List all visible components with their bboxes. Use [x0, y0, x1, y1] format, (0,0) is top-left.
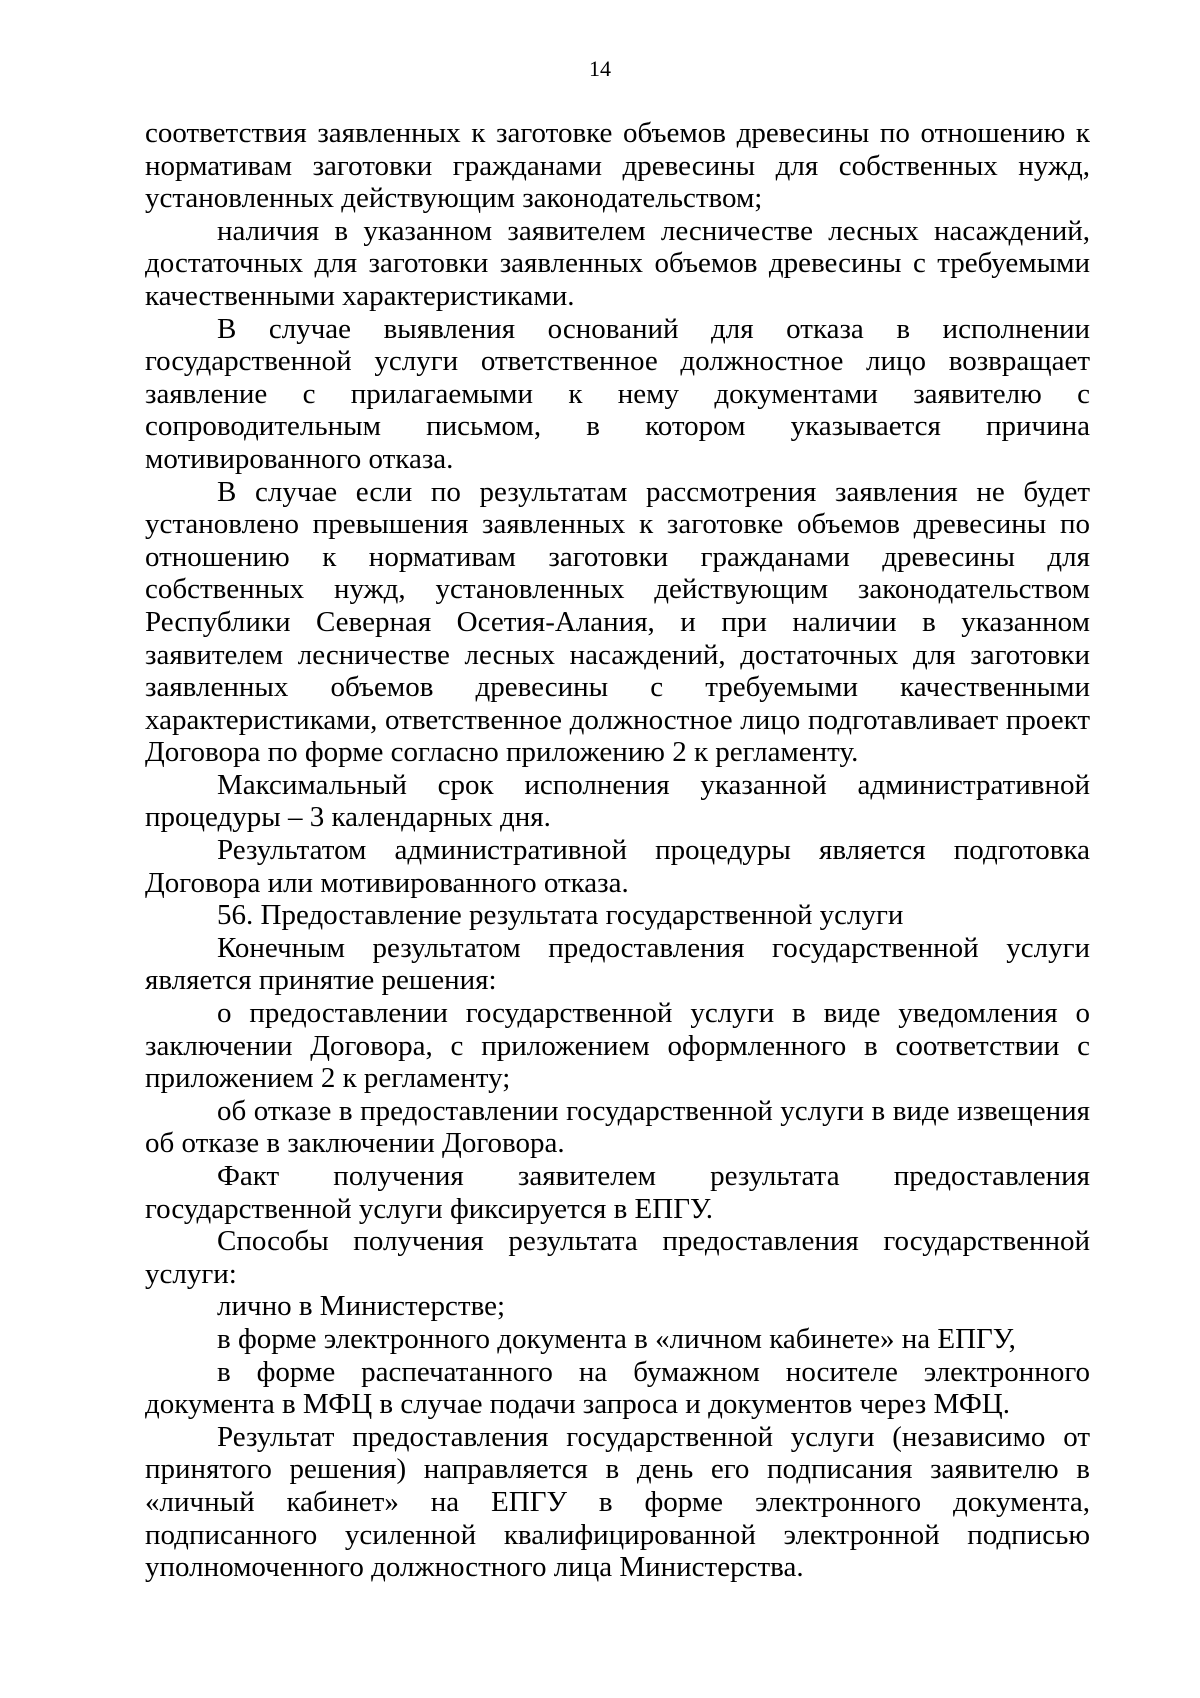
list-item-ministry: лично в Министерстве;	[217, 1290, 506, 1323]
paragraph-grant-decision: о предоставлении государственной услуги в виде уведомления о заключении Договора, с приложением оформленного в соответствии с приложением 2 к регламенту;	[145, 997, 1090, 1095]
paragraph-refusal-decision: об отказе в предоставлении государственной услуги в виде извещения об отказе в заключении Договора.	[145, 1094, 1090, 1160]
paragraph-refusal-case: В случае выявления оснований для отказа в исполнении государственной услуги ответственное должностное лицо возвращает заявление с прилагаемыми к нему документами заявителю с сопроводительным письмом, в котором указывается причина мотивированного отказа.	[145, 312, 1090, 475]
paragraph-availability: наличия в указанном заявителем лесничестве лесных насаждений, достаточных для заготовки заявленных объемов древесины с требуемыми качественными характеристиками.	[145, 214, 1090, 312]
document-body	[145, 117, 1090, 1584]
paragraph-final-result: Конечным результатом предоставления государственной услуги является принятие решения:	[145, 931, 1090, 997]
list-item-mfc-paper: в форме распечатанного на бумажном носителе электронного документа в МФЦ в случае подачи запроса и документов через МФЦ.	[145, 1355, 1090, 1421]
paragraph-procedure-result: Результатом административной процедуры является подготовка Договора или мотивированного отказа.	[145, 834, 1090, 899]
paragraph-contract-draft: В случае если по результатам рассмотрения заявления не будет установлено превышения заявленных к заготовке объемов древесины по отношению к нормативам заготовки гражданами древесины для собственных нужд, установленных действующим законодательством Республики Северная Осетия-Алания, и при наличии в указанном заявителем лесничестве лесных насаждений, достаточных для заготовки заявленных объемов древесины с требуемыми качественными характеристиками, ответственное должностное лицо подготавливает проект Договора по форме согласно приложению 2 к регламенту.	[145, 475, 1090, 769]
paragraph-receipt-fact: Факт получения заявителем результата предоставления государственной услуги фиксируется в ЕПГУ.	[145, 1160, 1090, 1225]
page-number: 14	[589, 56, 611, 81]
paragraph-result-delivery: Результат предоставления государственной услуги (независимо от принятого решения) направляется в день его подписания заявителю в «личный кабинет» на ЕПГУ в форме электронного документа, подписанного усиленной квалифицированной электронной подписью уполномоченного должностного лица Министерства.	[145, 1420, 1090, 1584]
paragraph-max-term: Максимальный срок исполнения указанной административной процедуры – 3 календарных дня.	[145, 768, 1090, 834]
section-heading-56: 56. Предоставление результата государственной услуги	[217, 899, 904, 932]
paragraph-receipt-methods: Способы получения результата предоставления государственной услуги:	[145, 1225, 1090, 1290]
paragraph-conformity: соответствия заявленных к заготовке объемов древесины по отношению к нормативам заготовки гражданами древесины для собственных нужд, установленных действующим законодательством;	[145, 117, 1090, 215]
list-item-epgu-cabinet: в форме электронного документа в «личном кабинете» на ЕПГУ,	[217, 1322, 1016, 1355]
